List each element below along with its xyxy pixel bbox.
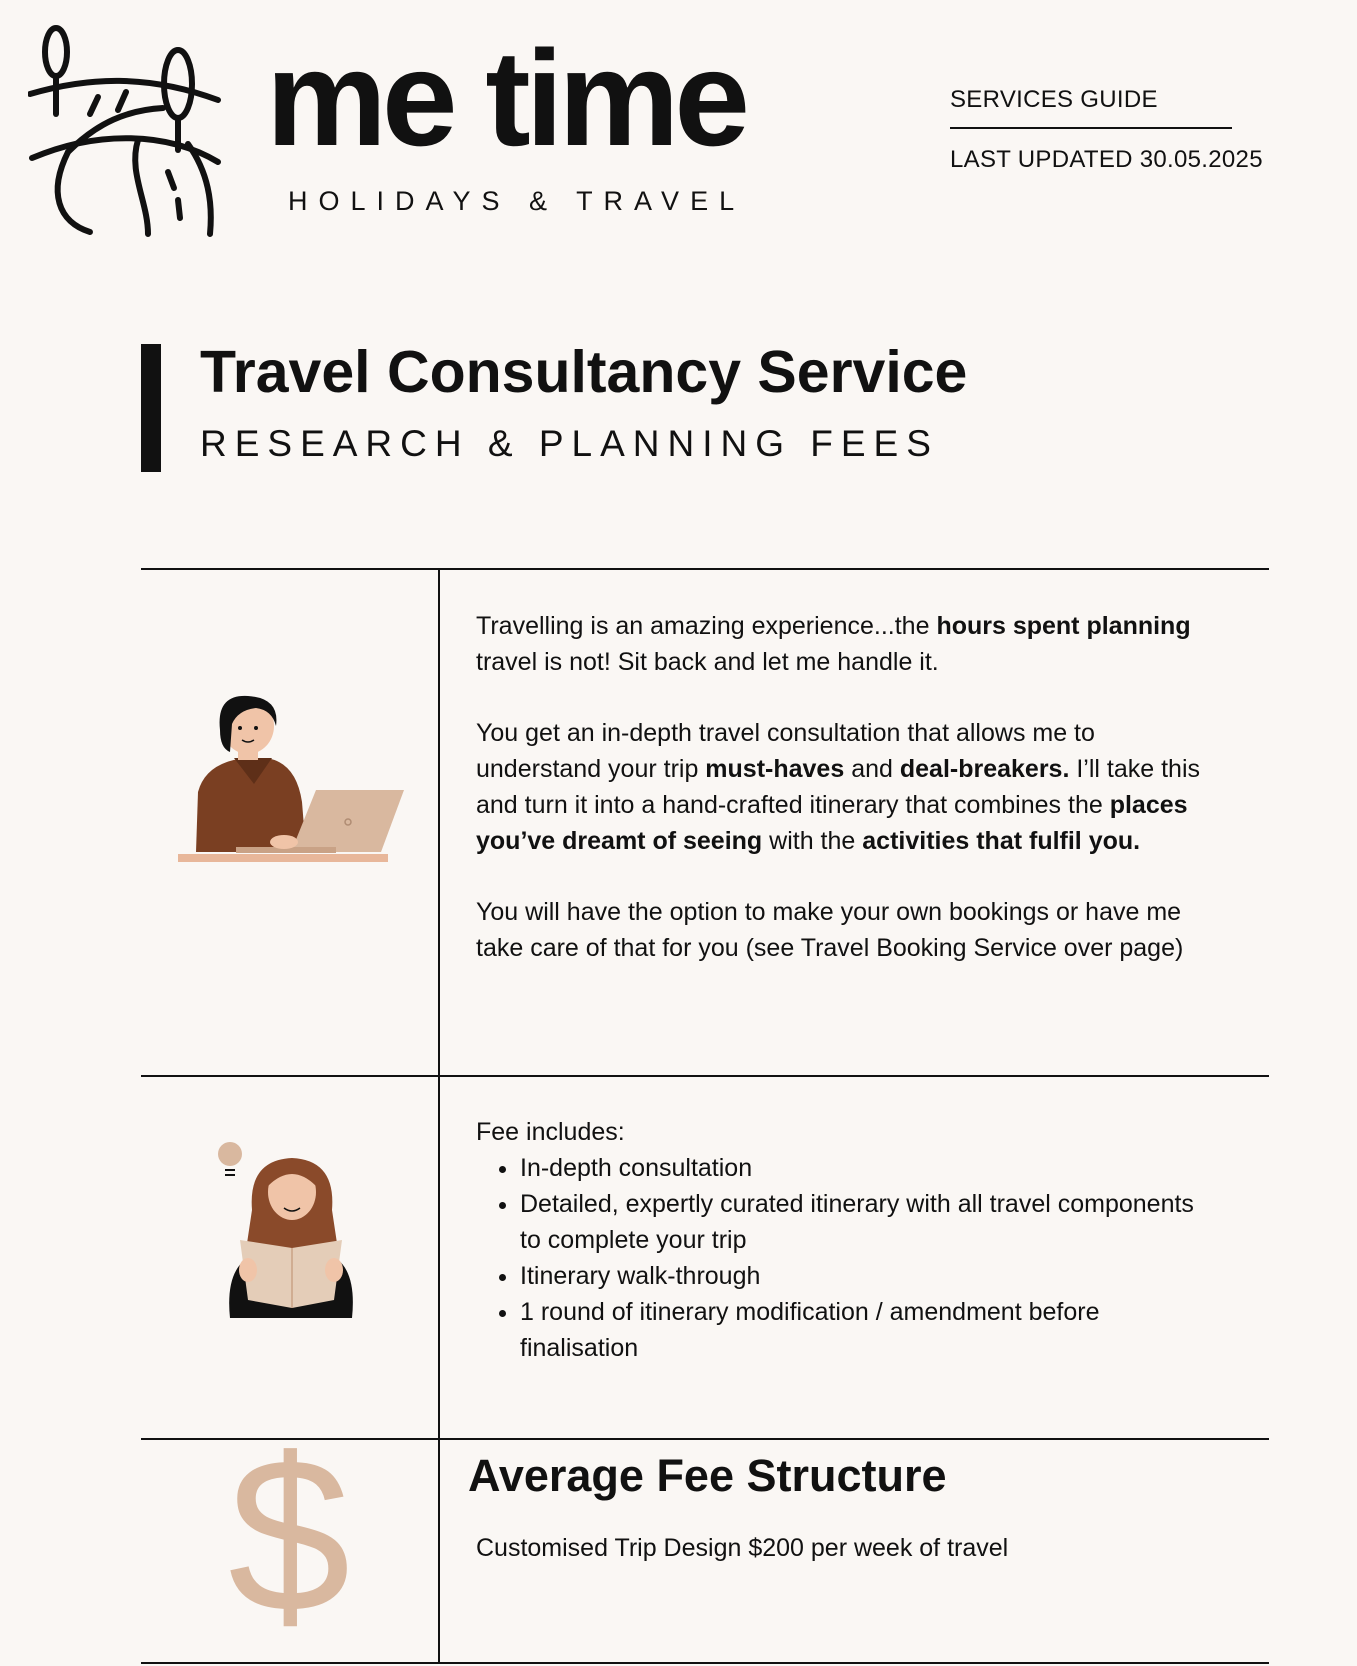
- body-text: travel is not! Sit back and let me handle it.: [476, 648, 939, 676]
- list-item: • 1 round of itinerary modification / amendment before finalisation: [520, 1294, 1216, 1366]
- list-item: • Itinerary walk-through: [520, 1258, 1216, 1294]
- body-text: You will have the option to make your own bookings or have me take care of that for you (see Travel Booking Service over page): [476, 898, 1184, 962]
- intro-paragraph-2: [476, 715, 1216, 859]
- emphasis-text: deal-breakers.: [899, 755, 1070, 783]
- table-bottom-rule: [141, 1662, 1269, 1664]
- fee-includes-list: [476, 1150, 1216, 1366]
- road-trees-logo-icon: [28, 22, 238, 237]
- guide-label: SERVICES GUIDE: [950, 86, 1158, 113]
- list-item: • Detailed, expertly curated itinerary with all travel components to complete your trip: [520, 1186, 1216, 1258]
- body-text: I’ll take this and turn it into a hand-crafted itinerary that combines the: [476, 755, 1201, 819]
- dollar-sign-icon: $: [228, 1412, 351, 1658]
- last-updated: LAST UPDATED 30.05.2025: [950, 146, 1263, 173]
- meta-divider: [950, 127, 1232, 129]
- intro-paragraph-3: [476, 894, 1216, 966]
- intro-paragraph-1: [476, 608, 1216, 680]
- fee-structure-heading: Average Fee Structure: [468, 1450, 947, 1501]
- title-accent-bar: [141, 344, 161, 472]
- brand-tagline: HOLIDAYS & TRAVEL: [288, 186, 746, 216]
- woman-map-illustration-icon: [212, 1140, 362, 1322]
- emphasis-text: activities that fulfil you.: [862, 827, 1141, 855]
- list-item: • In-depth consultation: [520, 1150, 1216, 1186]
- table-row-divider: [141, 1075, 1269, 1077]
- intro-text: [476, 608, 1216, 1001]
- emphasis-text: places you’ve dreamt of seeing: [476, 791, 1188, 855]
- body-text: You get an in-depth travel consultation that allows me to understand your trip: [476, 719, 1095, 783]
- body-text: Travelling is an amazing experience...the: [476, 612, 937, 640]
- emphasis-text: must-haves: [705, 755, 845, 783]
- page-subtitle: RESEARCH & PLANNING FEES: [200, 423, 939, 464]
- fee-structure-line: Customised Trip Design $200 per week of travel: [476, 1534, 1009, 1562]
- page-title: Travel Consultancy Service: [200, 339, 968, 405]
- woman-laptop-illustration-icon: [176, 692, 406, 867]
- brand-name: me time: [266, 22, 745, 174]
- fee-includes-section: [476, 1114, 1216, 1366]
- table-top-rule: [141, 568, 1269, 570]
- body-text: and: [844, 755, 900, 783]
- table-column-divider: [438, 570, 440, 1664]
- emphasis-text: hours spent planning: [936, 612, 1191, 640]
- body-text: with the: [762, 827, 863, 855]
- document-meta: [950, 86, 1263, 174]
- fee-includes-label: Fee includes:: [476, 1118, 625, 1146]
